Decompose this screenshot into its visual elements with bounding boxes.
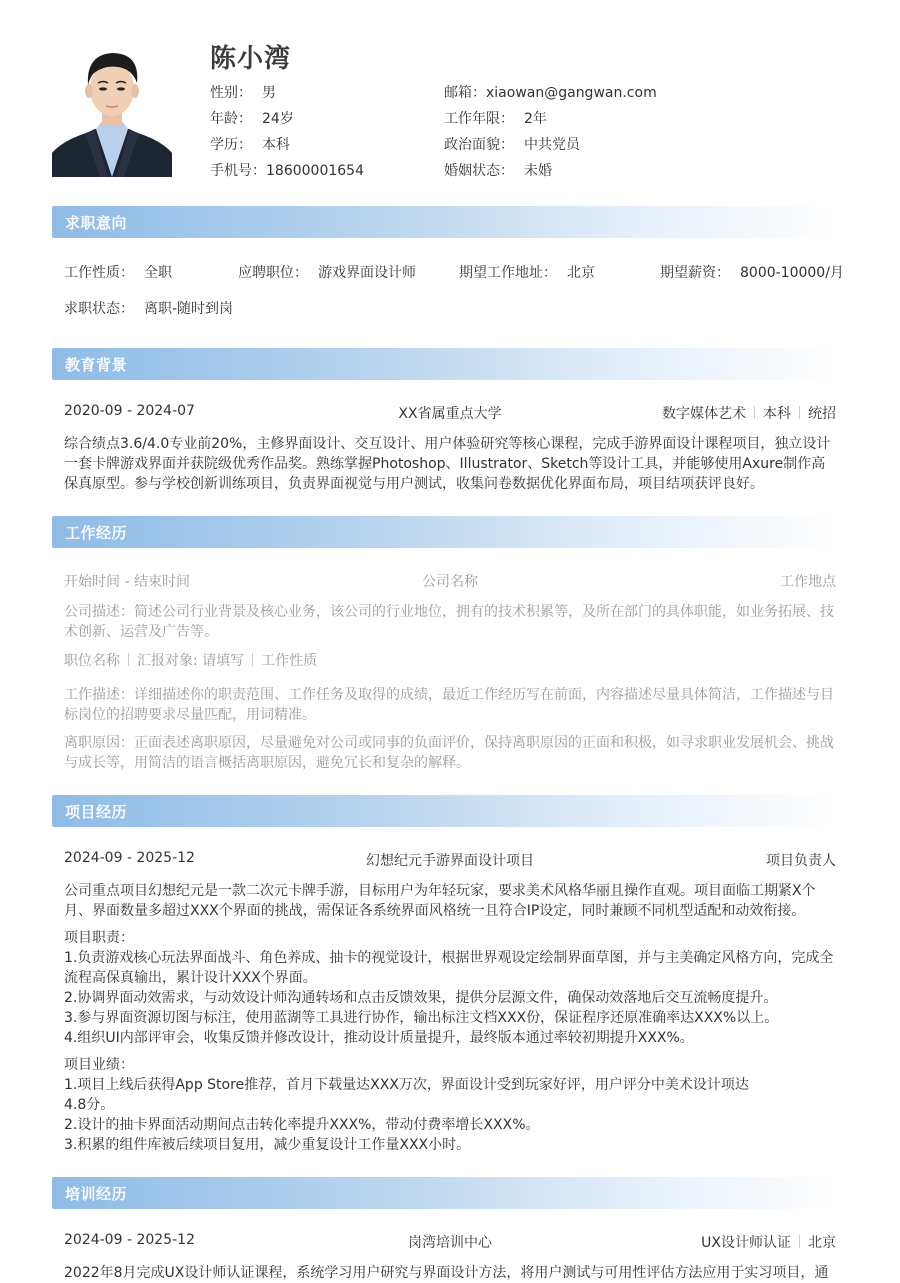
project-intro: 公司重点项目幻想纪元是一款二次元卡牌手游，目标用户为年轻玩家，要求美术风格华丽且操作直观。项目面临工期紧X个月、界面数量多超过XXX个界面的挑战，需保证各系统界面风格统一且符合IP设定，同时兼顾不同机型适配和动效衔接。 bbox=[64, 883, 816, 919]
divider bbox=[754, 406, 755, 419]
work-location: 工作地点 bbox=[780, 574, 836, 590]
info-age bbox=[210, 108, 364, 134]
work-leave-reason: 离职原因：正面表述离职原因，尽量避免对公司或同事的负面评价，保持离职原因的正面和积极，如寻求职业发展机会、挑战与成长等，用简洁的语言概括离职原因，避免冗长和复杂的解释。 bbox=[64, 735, 834, 771]
section-title: 求职意向 bbox=[65, 214, 128, 232]
section-title: 教育背景 bbox=[65, 356, 128, 374]
info-label: 年龄： bbox=[210, 111, 252, 127]
intent-value: 全职 bbox=[144, 265, 172, 281]
project-period: 2024-09 - 2025-12 bbox=[64, 850, 195, 866]
education-degree: 本科 bbox=[763, 406, 791, 422]
project-result-item: 3.积累的组件库被后续项目复用，减少重复设计工作量XXX小时。 bbox=[64, 1137, 471, 1153]
project-name: 幻想纪元手游界面设计项目 bbox=[366, 853, 534, 869]
info-label: 手机号： bbox=[210, 163, 266, 179]
divider bbox=[252, 653, 253, 666]
work-report-to: 汇报对象: 请填写 bbox=[137, 653, 245, 669]
intent-label: 工作性质： bbox=[64, 265, 134, 281]
education-description: 综合绩点3.6/4.0专业前20%，主修界面设计、交互设计、用户体验研究等核心课程，完成手游界面设计课程项目，独立设计一套卡牌游戏界面并获院级优秀作品奖。熟练掌握Photoshop、Illustrator、Sketch等设计工具，并能够使用Axure制作高保真原型。参与学校创新训练项目，负责界面视觉与用户测试，收集问卷数据优化界面布局，项目结项获评良好。 bbox=[64, 436, 831, 492]
info-value: 未婚 bbox=[524, 163, 552, 179]
info-education bbox=[210, 134, 364, 160]
intent-value: 离职-随时到岗 bbox=[144, 301, 234, 317]
project-results bbox=[64, 1055, 754, 1155]
intent-salary bbox=[660, 262, 844, 282]
intent-value: 游戏界面设计师 bbox=[318, 265, 416, 281]
portrait-image bbox=[52, 45, 172, 177]
project-role: 项目负责人 bbox=[766, 853, 836, 869]
work-position-line bbox=[64, 650, 836, 672]
intent-value: 北京 bbox=[567, 265, 595, 281]
work-job-type: 工作性质 bbox=[261, 653, 318, 669]
section-title: 项目经历 bbox=[65, 803, 128, 821]
info-phone bbox=[210, 160, 364, 186]
email-value[interactable]: xiaowan@gangwan.com bbox=[486, 85, 657, 101]
profile-photo bbox=[52, 45, 172, 177]
project-duties bbox=[64, 928, 836, 1048]
section-title: 培训经历 bbox=[65, 1185, 128, 1203]
info-label: 性别： bbox=[210, 85, 252, 101]
phone-value[interactable]: 18600001654 bbox=[266, 163, 364, 179]
info-label: 邮箱： bbox=[444, 85, 486, 101]
divider bbox=[799, 1235, 800, 1248]
project-duty-item: 4.组织UI内部评审会，收集反馈并修改设计，推动设计质量提升，最终版本通过率较初期提升XXX%。 bbox=[64, 1030, 694, 1046]
project-results-title: 项目业绩： bbox=[64, 1057, 134, 1073]
project-duty-item: 1.负责游戏核心玩法界面战斗、角色养成、抽卡的视觉设计，根据世界观设定绘制界面草图，并与主美确定风格方向，完成全流程高保真输出，累计设计XXX个界面。 bbox=[64, 950, 834, 986]
info-value: 男 bbox=[262, 85, 276, 101]
section-header-project bbox=[52, 795, 838, 827]
section-header-education bbox=[52, 348, 838, 380]
section-header-job-intent bbox=[52, 206, 838, 238]
intent-position bbox=[238, 262, 416, 282]
info-value: 2年 bbox=[524, 111, 547, 127]
info-marital-status bbox=[444, 160, 657, 186]
section-header-training bbox=[52, 1177, 838, 1209]
work-period: 开始时间 - 结束时间 bbox=[64, 574, 190, 590]
training-institution: 岗湾培训中心 bbox=[408, 1235, 492, 1251]
project-duty-item: 2.协调界面动效需求，与动效设计师沟通转场和点击反馈效果，提供分层源文件，确保动效落地后交互流畅度提升。 bbox=[64, 990, 778, 1006]
education-school: XX省属重点大学 bbox=[398, 406, 502, 422]
info-label: 工作年限： bbox=[444, 111, 514, 127]
info-gender bbox=[210, 82, 364, 108]
divider bbox=[128, 653, 129, 666]
training-certificate: UX设计师认证 bbox=[701, 1235, 791, 1251]
training-meta bbox=[701, 1232, 836, 1252]
intent-label: 应聘职位： bbox=[238, 265, 308, 281]
work-company-description: 公司描述：简述公司行业背景及核心业务，该公司的行业地位，拥有的技术积累等，及所在部门的具体职能，如业务拓展、技术创新、运营及广告等。 bbox=[64, 604, 834, 640]
project-duty-item: 3.参与界面资源切图与标注，使用蓝湖等工具进行协作，输出标注文档XXX份，保证程序还原准确率达XXX%以上。 bbox=[64, 1010, 779, 1026]
info-value: 本科 bbox=[262, 137, 290, 153]
basic-info-left bbox=[210, 82, 364, 186]
section-header-work bbox=[52, 516, 838, 548]
intent-label: 期望薪资： bbox=[660, 265, 730, 281]
info-email bbox=[444, 82, 657, 108]
info-political-status bbox=[444, 134, 657, 160]
divider bbox=[799, 406, 800, 419]
training-location: 北京 bbox=[808, 1235, 836, 1251]
info-value: 中共党员 bbox=[524, 137, 580, 153]
training-entry-header bbox=[64, 1232, 836, 1254]
intent-status bbox=[64, 298, 233, 318]
info-label: 政治面貌： bbox=[444, 137, 514, 153]
work-position-meta bbox=[64, 650, 317, 670]
intent-value: 8000-10000/月 bbox=[740, 265, 844, 281]
training-period: 2024-09 - 2025-12 bbox=[64, 1232, 195, 1248]
work-job-description: 工作描述：详细描述你的职责范围、工作任务及取得的成绩，最近工作经历写在前面，内容描述尽量具体简洁，工作描述与目标岗位的招聘要求尽量匹配，用词精准。 bbox=[64, 687, 834, 723]
training-description: 2022年8月完成UX设计师认证课程，系统学习用户研究与界面设计方法，将用户测试与可用性评估方法应用于实习项目，通 bbox=[64, 1265, 829, 1281]
education-major: 数字媒体艺术 bbox=[662, 406, 746, 422]
info-work-years bbox=[444, 108, 657, 134]
info-label: 学历： bbox=[210, 137, 252, 153]
education-entry-header bbox=[64, 403, 836, 425]
work-entry-header bbox=[64, 571, 836, 593]
project-duties-title: 项目职责： bbox=[64, 930, 134, 946]
info-label: 婚姻状态： bbox=[444, 163, 514, 179]
project-entry-header bbox=[64, 850, 836, 872]
project-result-item: 2.设计的抽卡界面活动期间点击转化率提升XXX%，带动付费率增长XXX%。 bbox=[64, 1117, 540, 1133]
work-company: 公司名称 bbox=[422, 574, 478, 590]
education-meta bbox=[662, 403, 836, 423]
basic-info-right bbox=[444, 82, 657, 186]
education-period: 2020-09 - 2024-07 bbox=[64, 403, 195, 419]
intent-location bbox=[459, 262, 595, 282]
intent-job-type bbox=[64, 262, 172, 282]
project-result-item: 1.项目上线后获得App Store推荐，首月下载量达XXX万次，界面设计受到玩家好评，用户评分中美术设计项达4.8分。 bbox=[64, 1077, 749, 1113]
candidate-name: 陈小湾 bbox=[210, 44, 292, 74]
work-position: 职位名称 bbox=[64, 653, 120, 669]
education-type: 统招 bbox=[808, 406, 836, 422]
info-value: 24岁 bbox=[262, 111, 294, 127]
section-title: 工作经历 bbox=[65, 524, 128, 542]
intent-label: 求职状态： bbox=[64, 301, 134, 317]
intent-label: 期望工作地址： bbox=[459, 265, 557, 281]
